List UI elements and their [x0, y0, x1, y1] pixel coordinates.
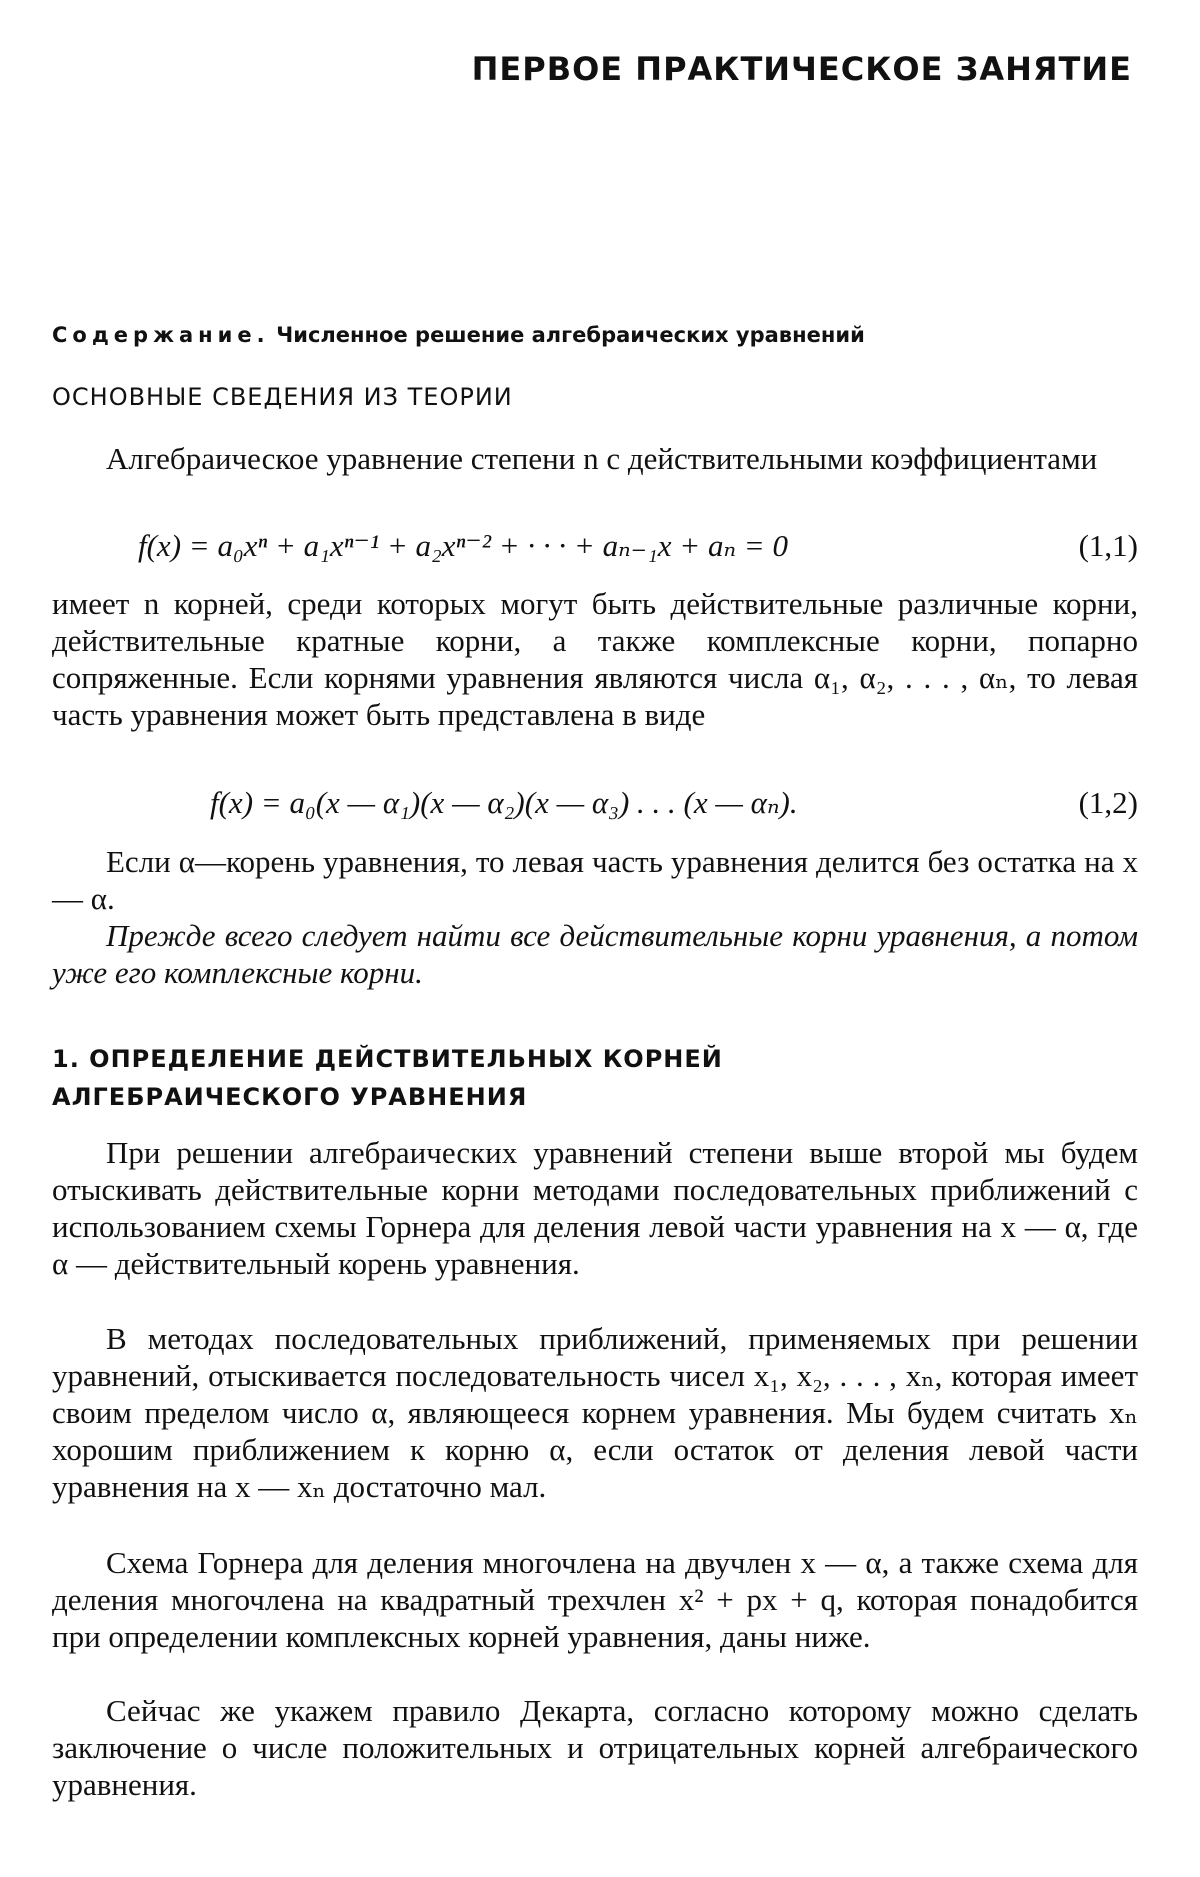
paragraph-italic-note: Прежде всего следует найти все действительные корни уравнения, а потом уже его комплексные корни.: [52, 918, 1138, 990]
paragraph-descartes: Сейчас же укажем правило Декарта, согласно которому можно сделать заключение о числе положительных и отрицательных корней алгебраического уравнения.: [52, 1693, 1138, 1802]
section-1-heading: [52, 1040, 723, 1116]
paragraph-approximations: В методах последовательных приближений, применяемых при решении уравнений, отыскивается последовательность чисел x₁, x₂, . . . , xₙ, которая имеет своим пределом число α, являющееся корнем уравнения. Мы будем считать xₙ хорошим приближением к корню α, если остаток от деления левой части уравнения на x — xₙ достаточно мал.: [52, 1321, 1138, 1504]
formula-1-2-number: (1,2): [1078, 785, 1138, 820]
contents-line: [52, 323, 865, 347]
formula-1-2: [52, 785, 1138, 829]
paragraph-divisibility: Если α—корень уравнения, то левая часть уравнения делится без остатка на x — α.: [52, 844, 1138, 916]
paragraph-horner: Схема Горнера для деления многочлена на двучлен x — α, а также схема для деления многочлена на квадратный трехчлен x² + px + q, которая понадобится при определении комплексных корней уравнения, даны ниже.: [52, 1545, 1138, 1654]
chapter-title: ПЕРВОЕ ПРАКТИЧЕСКОЕ ЗАНЯТИЕ: [471, 50, 1132, 88]
section-1-heading-line1: 1. ОПРЕДЕЛЕНИЕ ДЕЙСТВИТЕЛЬНЫХ КОРНЕЙ: [52, 1045, 723, 1073]
theory-heading: ОСНОВНЫЕ СВЕДЕНИЯ ИЗ ТЕОРИИ: [52, 383, 513, 411]
section-1-heading-line2: АЛГЕБРАИЧЕСКОГО УРАВНЕНИЯ: [52, 1083, 528, 1111]
paragraph-roots: имеет n корней, среди которых могут быть действительные различные корни, действительные кратные корни, а также комплексные корни, попарно сопряженные. Если корнями уравнения являются числа α₁, α₂, . . . , αₙ, то левая часть уравнения может быть представлена в виде: [52, 586, 1138, 732]
formula-1-2-expression: f(x) = a₀(x — α₁)(x — α₂)(x — α₃) . . . (x — αₙ).: [210, 785, 798, 820]
paragraph-methods: При решении алгебраических уравнений степени выше второй мы будем отыскивать действительные корни методами последовательных приближений с использованием схемы Горнера для деления левой части уравнения на x — α, где α — действительный корень уравнения.: [52, 1135, 1138, 1281]
formula-1-1: [52, 528, 1138, 572]
contents-label: Содержание.: [52, 323, 270, 347]
contents-text: Численное решение алгебраических уравнений: [276, 323, 865, 347]
formula-1-1-expression: f(x) = a₀xⁿ + a₁xⁿ⁻¹ + a₂xⁿ⁻² + · · · + aₙ₋₁x + aₙ = 0: [138, 528, 788, 563]
formula-1-1-number: (1,1): [1078, 528, 1138, 563]
paragraph-intro: Алгебраическое уравнение степени n с действительными коэффициентами: [106, 441, 1098, 476]
